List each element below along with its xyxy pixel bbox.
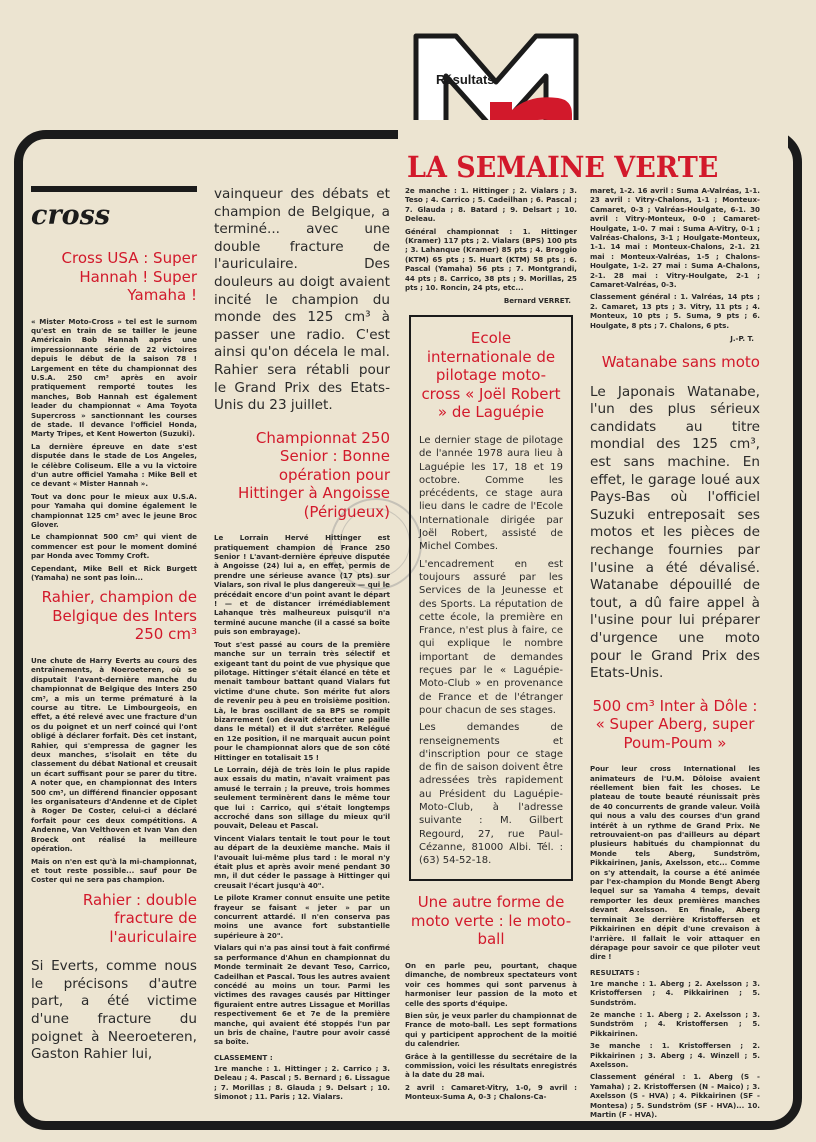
headline-ecole: Ecole internationale de pilotage moto-cross « Joël Robert » de Laguépie xyxy=(421,329,561,422)
paragraph: « Mister Moto-Cross » tel est le surnom qu'est en train de se tailler le jeune Américain Bob Hannah après une impressionnante série de 22 victoires depuis le début de la saison 78 ! Largement en tête du championnat des U.S.A. 250 cm³ après en avoir pratiquement remporté toutes les manches, Bob Hannah est également leader du championnat « Ama Toyota Supercross » sanctionnant les courses de stade. Il devance l'officiel Honda, Marty Tripes, et Kent Howerton (Suzuki). xyxy=(31,316,197,439)
column-2 xyxy=(214,186,390,1102)
byline: Bernard VERRET. xyxy=(503,296,571,306)
paragraph: Classement général : 1. Valréas, 14 pts ; 2. Camaret, 13 pts ; 3. Vitry, 11 pts ; 4. Monteux, 10 pts ; 5. Suma, 9 pts ; 6. Houlgate, 8 pts ; 7. Chalons, 6 pts. xyxy=(590,292,760,330)
headline-dole: 500 cm³ Inter à Dôle : « Super Aberg, super Poum-Poum » xyxy=(592,696,758,752)
paragraph-large: Si Everts, comme nous le précisons d'autre part, a été victime d'une fracture du poignet à Neeroeteren, Gaston Rahier lui, xyxy=(31,958,197,1063)
paragraph: Le Lorrain Hervé Hittinger est pratiquement champion de France 250 Senior ! L'avant-dernière épreuve disputée à Angoisse (24) lui a, en effet, permis de prendre une sérieuse avance (17 pts) sur Vialars, son rival le plus dangereux — qui le précédait encore d'un point avant le départ ! — et de distancer irrémédiablement Lahanque très malheureux puisqu'il n'a terminé aucune manche (il a cassé sa boîte puis son embrayage). xyxy=(214,533,390,637)
results-line: Classement général : 1. Aberg (S - Yamaha) ; 2. Kristoffersen (N - Maico) ; 3. Axelsson (S - HVA) ; 4. Pikkairinen (SF - Montesa) ; 5. Sundström (SF - HVA)... 10. Martin (F - HVA). xyxy=(590,1072,760,1119)
paragraph: La dernière épreuve en date s'est disputée dans le stade de Los Angeles, le célèbre Coliseum. Elle a vu la victoire d'un autre officiel Yamaha : Mike Bell et ce devant « Mister Hannah ». xyxy=(31,441,197,489)
results-line: Général championnat : 1. Hittinger (Kramer) 117 pts ; 2. Vialars (BPS) 100 pts ; 3. Lahanque (Kramer) 85 pts ; 4. Broggio (KTM) 65 pts ; 5. Huart (KTM) 58 pts ; 6. Pascal (Yamaha) 56 pts ; 7. Montgrandi, 44 pts ; 8. Carrico, 38 pts ; 9. Morillas, 25 pts ; 10. Roncin, 24 pts, etc... xyxy=(405,226,577,293)
section-label: Résultats xyxy=(436,72,495,87)
headline-moto-ball: Une autre forme de moto verte : le moto-ball xyxy=(410,893,572,949)
results-line: 1re manche : 1. Hittinger ; 2. Carrico ; 3. Deleau ; 4. Pascal ; 5. Bernard ; 6. Lissague ; 7. Morillas ; 8. Glauda ; 9. Delsart ; 10. Simonot ; 11. Paris ; 12. Vialars. xyxy=(214,1063,390,1101)
column-1 xyxy=(31,186,197,1102)
paragraph: maret, 1-2. 16 avril : Suma A-Valréas, 1-1. 23 avril : Vitry-Chalons, 1-1 ; Monteux-Camaret, 0-3 ; Valréas-Houlgate, 6-1. 30 avril : Vitry-Monteux, 0-0 ; Camaret-Houlgate, 1-0. 7 mai : Suma A-Vitry, 0-1 ; Valréas-Chalons, 3-1 ; Houlgate-Monteux, 1-1. 14 mai : Monteux-Chalons, 2-1. 21 mai : Monteux-Valréas, 1-5 ; Chalons-Houlgate, 1-2. 27 mai : Suma A-Chalons, 2-1. 28 mai : Vitry-Houlgate, 2-1 ; Camaret-Valréas, 0-3. xyxy=(590,186,760,290)
paragraph: Cependant, Mike Bell et Rick Burgett (Yamaha) ne sont pas loin... xyxy=(31,563,197,583)
column-4 xyxy=(590,186,760,1119)
paragraph: Vialars qui n'a pas ainsi tout à fait confirmé sa performance d'Ahun en championnat du Monde terminait 2e devant Teso, Carrico, Cadeilhan et Pascal. Tous les autres avaient concédé au moins un tour. Parmi les victimes des ravages causés par Hittinger figuraient entre autres Lissague et Morillas respectivement 6e et 7e de la première manche, qui avaient été stoppés l'un par un bris de chaîne, l'autre pour avoir cassé sa boîte. xyxy=(214,943,390,1047)
frame-gap xyxy=(398,120,788,152)
section-kicker: cross xyxy=(31,200,111,231)
paragraph: Le pilote Kramer connut ensuite une petite frayeur se faisant « jeter » par un concurrent attardé. Il n'en conserva pas moins une avance fort substantielle supérieure à 20". xyxy=(214,893,390,940)
paragraph-large: vainqueur des débats et champion de Belgique, a terminé... avec une double fracture de l'auriculaire. Des douleurs au doigt avaient incité le champion du monde des 125 cm³ à passer une radio. C'est ainsi qu'on décela le mal. Rahier sera rétabli pour le Grand Prix des Etats-Unis du 23 juillet. xyxy=(214,186,390,414)
kicker-rule xyxy=(31,186,197,192)
paragraph: Le Lorrain, déjà de très loin le plus rapide aux essais du matin, n'avait vraiment pas amusé le terrain ; la preuve, trois hommes seulement terminèrent dans le même tour que lui : Carrico, qui s'était longtemps accroché dans son sillage du mieux qu'il pouvait, Deleau et Pascal. xyxy=(214,764,390,831)
results-line: 1re manche : 1. Aberg ; 2. Axelsson ; 3. Kristoffersen ; 4. Pikkairinen ; 5. Sundström. xyxy=(590,978,760,1007)
paragraph: Mais on n'en est qu'à la mi-championnat, et tout reste possible... sauf pour De Coster qui ne sera pas champion. xyxy=(31,856,197,885)
paragraph: Le championnat 500 cm³ qui vient de commencer est pour le moment dominé par Honda avec Tommy Croft. xyxy=(31,532,197,561)
masthead: LA SEMAINE VERTE xyxy=(407,150,719,184)
ecole-box xyxy=(409,315,573,881)
byline: J.-P. T. xyxy=(730,334,754,344)
results-label: CLASSEMENT : xyxy=(214,1052,273,1062)
paragraph: 2 avril : Camaret-Vitry, 1-0, 9 avril : Monteux-Suma A, 0-3 ; Chalons-Ca- xyxy=(405,1082,577,1102)
headline-rahier-champion: Rahier, champion de Belgique des Inters 250 cm³ xyxy=(41,588,197,644)
headline-watanabe: Watanabe sans moto xyxy=(601,353,760,372)
headline-rahier-fracture: Rahier : double fracture de l'auriculaire xyxy=(82,890,197,946)
paragraph: Grâce à la gentillesse du secrétaire de la commission, voici les résultats enregistrés à la date du 28 mai. xyxy=(405,1051,577,1080)
results-line: 2e manche : 1. Aberg ; 2. Axelsson ; 3. Sundström ; 4. Kristoffersen ; 5. Pikkairinen. xyxy=(590,1009,760,1038)
paragraph: Vincent Vialars tentait le tout pour le tout au départ de la deuxième manche. Mais il l'avouait lui-même plus tard : le moral n'y était plus et après avoir mené pendant 30 mn, il dut céder le passage à Hittinger qui creusait l'écart jusqu'à 40". xyxy=(214,833,390,890)
paragraph-large: Le Japonais Watanabe, l'un des plus sérieux candidats au titre mondial des 125 cm³, est sans machine. En effet, le garage loué aux Pays-Bas où l'officiel Suzuki entreposait ses motos et les pièces de rechange fournies par l'usine a été dévalisé. Watanabe dépouillé de tout, a dû faire appel à l'usine pour lui préparer d'urgence une moto pour le Grand Prix des Etats-Unis. xyxy=(590,383,760,682)
paragraph: Tout s'est passé au cours de la première manche sur un terrain très sélectif et exigeant tant du point de vue physique que pilotage. Hittinger s'était élancé en tête et menait tambour battant quand Vialars fut victime d'une chute. Son mérite fut alors de revenir peu à peu en troisième position. Là, le bras oscillant de sa BPS se rompit bizarrement (on devait détecter une paille dans le métal) et il dut s'arrêter. Relégué en 12e position, il ne marquait aucun point pour le championnat alors que de son côté Hittinger en totalisait 15 ! xyxy=(214,639,390,762)
paragraph: On en parle peu, pourtant, chaque dimanche, de nombreux spectateurs vont voir ces hommes qui sont parvenus à harmoniser leur passion de la moto et celle des sports d'équipe. xyxy=(405,960,577,1008)
paragraph: Tout va donc pour le mieux aux U.S.A. pour Yamaha qui domine également le championnat 125 cm³ avec le jeune Broc Glover. xyxy=(31,491,197,530)
headline-championnat: Championnat 250 Senior : Bonne opération pour Hittinger à Angoisse (Périgueux) xyxy=(237,428,390,521)
results-label: RESULTATS : xyxy=(590,967,640,977)
results-line: 2e manche : 1. Hittinger ; 2. Vialars ; 3. Teso ; 4. Carrico ; 5. Cadeilhan ; 6. Pascal ; 7. Glauda ; 8. Batard ; 9. Delsart ; 10. Deleau. xyxy=(405,186,577,224)
paragraph: L'encadrement en est toujours assuré par les Services de la Jeunesse et des Sports. La réputation de cette école, la première en France, n'est plus à faire, ce qui explique le nombre important de demandes reçues par le « Laguépie-Moto-Club » en provenance de France et de l'étranger pour chacun de ses stages. xyxy=(419,558,563,716)
headline-cross-usa: Cross USA : Super Hannah ! Super Yamaha ! xyxy=(61,249,197,304)
column-3 xyxy=(405,186,577,1102)
paragraph: Une chute de Harry Everts au cours des entraînements, à Noeroeteren, où se disputait l'avant-dernière manche du championnat de Belgique des Inters 250 cm³, a mis un terme prématuré à la course au titre. Le Limbourgeois, en effet, a été relevé avec une fracture d'un os du poignet et un nerf coincé qui l'ont obligé à déclarer forfait. Dès cet instant, Rahier, qui s'empressa de gagner les deux manches, s'isolait en tête du classement du débat National et creusait un écart suffisant pour se parer du titre. A noter que, en championnat des Inters 500 cm³, un différend financier opposant les organisateurs d'Andenne et de Ciplet à Roger De Coster, celui-ci a déclaré forfait pour ces deux compétitions. A Andenne, Van Velthoven et Ivan Van den Broeck ont réalisé la meilleure opération. xyxy=(31,655,197,854)
paragraph: Bien sûr, je veux parler du championnat de France de moto-ball. Les sept formations qui y participent approchent de la moitié du calendrier. xyxy=(405,1011,577,1049)
paragraph: Le dernier stage de pilotage de l'année 1978 aura lieu à Laguépie les 17, 18 et 19 octobre. Comme les précédents, ce stage aura lieu dans le cadre de l'Ecole Internationale dirigée par Joël Robert, assisté de Michel Combes. xyxy=(419,434,563,553)
paragraph: Les demandes de renseignements et d'inscription pour ce stage de fin de saison doivent être adressées très rapidement au Président du Laguépie-Moto-Club, à l'adresse suivante : M. Gilbert Regourd, 27, rue Paul-Cézanne, 81000 Albi. Tél. : (63) 54-52-18. xyxy=(419,722,563,867)
results-line: 3e manche : 1. Kristoffersen ; 2. Pikkairinen ; 3. Aberg ; 4. Winzell ; 5. Axelsson. xyxy=(590,1041,760,1069)
paragraph: Pour leur cross International les animateurs de l'U.M. Dôloise avaient réellement bien fait les choses. Le plateau de toute beauté réunissait près de 40 concurrents de grande valeur. Voilà qui nous a valu des courses d'un grand intérêt à un rythme de Grand Prix. Ne retrouvaient-on pas d'ailleurs au départ plusieurs habitués du championnat du Monde tels Aberg, Sundström, Pikkairinen, Janis, Axelsson, etc... Comme on s'y attendait, la course a été animée par l'ex-champion du Monde Bengt Aberg lequel sur sa Yamaha 4 temps, devait remporter les deux premières manches devant Axelsson. En finale, Aberg terminait 3e derrière Kristoffersen et Pikkairinen en dépit d'une crevaison à l'arrière. Il fallait le voir attaquer en dérapage pour savoir ce que piloter veut dire ! xyxy=(590,764,760,962)
